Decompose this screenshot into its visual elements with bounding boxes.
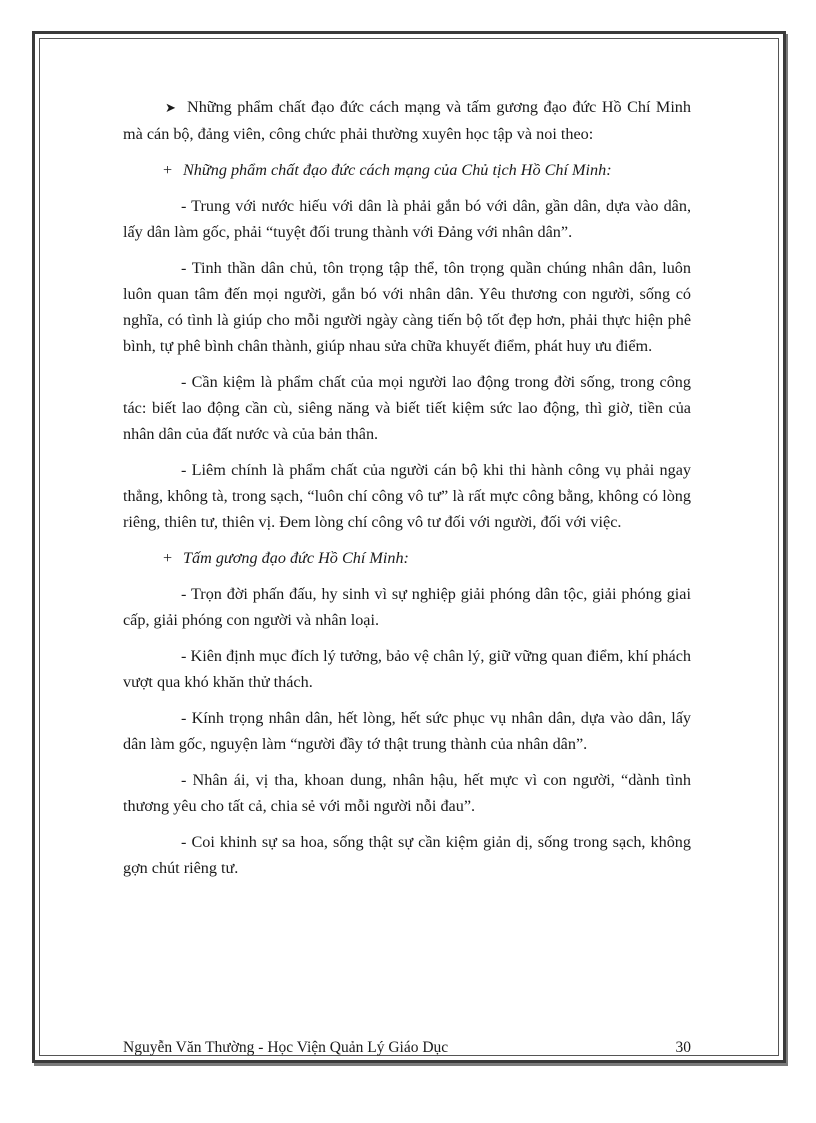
footer-author: Nguyễn Văn Thường - Học Viện Quản Lý Giáo Dục	[123, 1039, 449, 1056]
paragraph-democracy: - Tinh thần dân chủ, tôn trọng tập thể, tôn trọng quần chúng nhân dân, luôn luôn quan tâm đến mọi người, gắn bó với nhân dân. Yêu thương con người, sống có nghĩa, có tình là giúp cho mỗi người ngày càng tiến bộ tốt đẹp hơn, phải thực hiện phê bình, tự phê bình chân thành, giúp nhau sửa chữa khuyết điểm, phát huy ưu điểm.	[123, 259, 691, 355]
section-heading-example	[123, 545, 691, 571]
document-body	[123, 94, 691, 891]
section-heading-qualities	[123, 157, 691, 183]
section-heading-text: Những phẩm chất đạo đức cách mạng của Chủ tịch Hồ Chí Minh:	[183, 161, 612, 179]
page-number: 30	[675, 1039, 691, 1056]
paragraph-simplicity: - Coi khinh sự sa hoa, sống thật sự cần kiệm giản dị, sống trong sạch, không gợn chút riêng tư.	[123, 833, 691, 877]
intro-text: Những phẩm chất đạo đức cách mạng và tấm gương đạo đức Hồ Chí Minh mà cán bộ, đảng viên, công chức phải thường xuyên học tập và noi theo:	[123, 98, 691, 143]
paragraph-loyalty: - Trung với nước hiếu với dân là phải gắn bó với dân, gần dân, dựa vào dân, lấy dân làm gốc, phải “tuyệt đối trung thành với Đảng với nhân dân”.	[123, 197, 691, 241]
arrow-bullet-icon: ➤	[165, 100, 176, 115]
paragraph-integrity: - Liêm chính là phẩm chất của người cán bộ khi thi hành công vụ phải ngay thẳng, không tà, trong sạch, “luôn chí công vô tư” là rất mực công bằng, không có lòng riêng, thiên tư, thiên vị. Đem lòng chí công vô tư đối với người, đối với việc.	[123, 461, 691, 531]
paragraph-compassion: - Nhân ái, vị tha, khoan dung, nhân hậu, hết mực vì con người, “dành tình thương yêu cho tất cả, chia sẻ với mỗi người nỗi đau”.	[123, 771, 691, 815]
intro-paragraph	[123, 94, 691, 147]
paragraph-steadfast: - Kiên định mục đích lý tưởng, bảo vệ chân lý, giữ vững quan điểm, khí phách vượt qua khó khăn thử thách.	[123, 647, 691, 691]
paragraph-thrift: - Cần kiệm là phẩm chất của mọi người lao động trong đời sống, trong công tác: biết lao động cần cù, siêng năng và biết tiết kiệm sức lao động, thì giờ, tiền của nhân dân của đất nước và của bản thân.	[123, 373, 691, 443]
section-heading-text: Tấm gương đạo đức Hồ Chí Minh:	[183, 549, 409, 567]
paragraph-sacrifice: - Trọn đời phấn đấu, hy sinh vì sự nghiệp giải phóng dân tộc, giải phóng giai cấp, giải phóng con người và nhân loại.	[123, 585, 691, 629]
page-footer	[123, 1039, 691, 1057]
plus-marker: +	[163, 549, 173, 567]
paragraph-serve-people: - Kính trọng nhân dân, hết lòng, hết sức phục vụ nhân dân, dựa vào dân, lấy dân làm gốc, nguyện làm “người đầy tớ thật trung thành của nhân dân”.	[123, 709, 691, 753]
plus-marker: +	[163, 161, 173, 179]
